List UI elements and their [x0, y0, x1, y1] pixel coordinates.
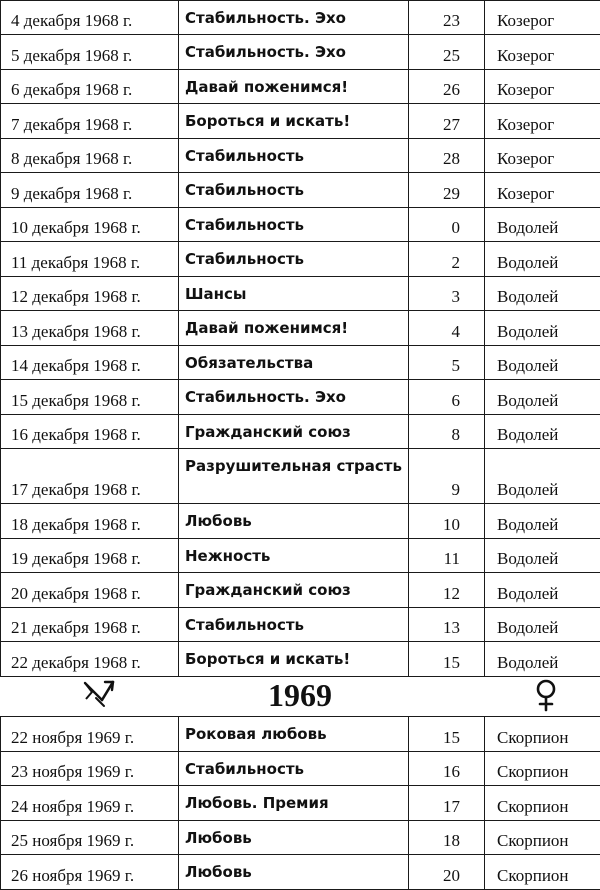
label-cell: Любовь	[179, 820, 409, 855]
sign-cell: Водолей	[485, 414, 600, 449]
date-cell: 23 ноября 1969 г.	[1, 751, 179, 786]
sign-cell: Козерог	[485, 104, 600, 139]
sign-cell: Водолей	[485, 607, 600, 642]
table-row	[1, 69, 600, 104]
date-cell: 11 декабря 1968 г.	[1, 242, 179, 277]
sign-cell: Водолей	[485, 345, 600, 380]
table-row	[1, 1, 600, 35]
label-cell: Стабильность	[179, 138, 409, 173]
date-cell: 18 декабря 1968 г.	[1, 504, 179, 539]
number-cell: 2	[409, 242, 485, 277]
sign-cell: Скорпион	[485, 786, 600, 821]
label-cell: Стабильность	[179, 751, 409, 786]
table-row	[1, 173, 600, 208]
table-row	[1, 311, 600, 346]
label-cell: Обязательства	[179, 345, 409, 380]
table-row	[1, 380, 600, 415]
table-row	[1, 717, 600, 752]
number-cell: 3	[409, 276, 485, 311]
label-cell: Бороться и искать!	[179, 104, 409, 139]
number-cell: 15	[409, 717, 485, 752]
date-cell: 16 декабря 1968 г.	[1, 414, 179, 449]
sign-cell: Козерог	[485, 69, 600, 104]
label-cell: Гражданский союз	[179, 573, 409, 608]
number-cell: 26	[409, 69, 485, 104]
number-cell: 8	[409, 414, 485, 449]
number-cell: 29	[409, 173, 485, 208]
table-row	[1, 449, 600, 504]
number-cell: 0	[409, 207, 485, 242]
sign-cell: Козерог	[485, 1, 600, 35]
label-cell: Нежность	[179, 538, 409, 573]
date-cell: 13 декабря 1968 г.	[1, 311, 179, 346]
number-cell: 23	[409, 1, 485, 35]
date-cell: 19 декабря 1968 г.	[1, 538, 179, 573]
sign-cell: Водолей	[485, 504, 600, 539]
label-cell: Стабильность. Эхо	[179, 1, 409, 35]
number-cell: 13	[409, 607, 485, 642]
date-cell: 8 декабря 1968 г.	[1, 138, 179, 173]
number-cell: 12	[409, 573, 485, 608]
sign-cell: Водолей	[485, 380, 600, 415]
table-1969	[0, 716, 600, 890]
number-cell: 11	[409, 538, 485, 573]
date-cell: 9 декабря 1968 г.	[1, 173, 179, 208]
label-cell: Шансы	[179, 276, 409, 311]
venus-icon	[533, 678, 559, 712]
sign-cell: Водолей	[485, 538, 600, 573]
date-cell: 25 ноября 1969 г.	[1, 820, 179, 855]
sign-cell: Водолей	[485, 207, 600, 242]
year-header	[0, 673, 600, 717]
label-cell: Стабильность	[179, 607, 409, 642]
number-cell: 27	[409, 104, 485, 139]
date-cell: 20 декабря 1968 г.	[1, 573, 179, 608]
table-row	[1, 276, 600, 311]
label-cell: Стабильность. Эхо	[179, 35, 409, 70]
label-cell: Давай поженимся!	[179, 311, 409, 346]
table-row	[1, 504, 600, 539]
table-row	[1, 751, 600, 786]
sign-cell: Водолей	[485, 642, 600, 677]
label-cell: Гражданский союз	[179, 414, 409, 449]
table-row	[1, 855, 600, 890]
table-row	[1, 414, 600, 449]
date-cell: 4 декабря 1968 г.	[1, 1, 179, 35]
table-row	[1, 207, 600, 242]
table-row	[1, 538, 600, 573]
date-cell: 5 декабря 1968 г.	[1, 35, 179, 70]
number-cell: 20	[409, 855, 485, 890]
label-cell: Давай поженимся!	[179, 69, 409, 104]
date-cell: 26 ноября 1969 г.	[1, 855, 179, 890]
number-cell: 17	[409, 786, 485, 821]
date-cell: 7 декабря 1968 г.	[1, 104, 179, 139]
sign-cell: Скорпион	[485, 855, 600, 890]
date-cell: 21 декабря 1968 г.	[1, 607, 179, 642]
sign-cell: Скорпион	[485, 751, 600, 786]
label-cell: Любовь	[179, 855, 409, 890]
table-row	[1, 573, 600, 608]
date-cell: 22 ноября 1969 г.	[1, 717, 179, 752]
sign-cell: Водолей	[485, 242, 600, 277]
date-cell: 22 декабря 1968 г.	[1, 642, 179, 677]
sign-cell: Козерог	[485, 173, 600, 208]
date-cell: 14 декабря 1968 г.	[1, 345, 179, 380]
table-row	[1, 345, 600, 380]
date-cell: 10 декабря 1968 г.	[1, 207, 179, 242]
table-row	[1, 820, 600, 855]
label-cell: Разрушительная страсть	[179, 449, 409, 504]
sign-cell: Водолей	[485, 449, 600, 504]
number-cell: 25	[409, 35, 485, 70]
date-cell: 15 декабря 1968 г.	[1, 380, 179, 415]
sign-cell: Водолей	[485, 276, 600, 311]
date-cell: 6 декабря 1968 г.	[1, 69, 179, 104]
sign-cell: Козерог	[485, 138, 600, 173]
table-row	[1, 242, 600, 277]
table-row	[1, 35, 600, 70]
table-row	[1, 607, 600, 642]
label-cell: Стабильность	[179, 242, 409, 277]
number-cell: 4	[409, 311, 485, 346]
table-row	[1, 138, 600, 173]
sign-cell: Водолей	[485, 311, 600, 346]
number-cell: 6	[409, 380, 485, 415]
sign-cell: Скорпион	[485, 820, 600, 855]
table-row	[1, 104, 600, 139]
sign-cell: Скорпион	[485, 717, 600, 752]
sign-cell: Водолей	[485, 573, 600, 608]
table-row	[1, 786, 600, 821]
date-cell: 17 декабря 1968 г.	[1, 449, 179, 504]
number-cell: 16	[409, 751, 485, 786]
label-cell: Любовь. Премия	[179, 786, 409, 821]
date-cell: 24 ноября 1969 г.	[1, 786, 179, 821]
sign-cell: Козерог	[485, 35, 600, 70]
number-cell: 10	[409, 504, 485, 539]
year-title: 1969	[0, 675, 600, 715]
number-cell: 18	[409, 820, 485, 855]
label-cell: Любовь	[179, 504, 409, 539]
table-row	[1, 642, 600, 677]
date-cell: 12 декабря 1968 г.	[1, 276, 179, 311]
label-cell: Роковая любовь	[179, 717, 409, 752]
number-cell: 9	[409, 449, 485, 504]
number-cell: 15	[409, 642, 485, 677]
label-cell: Стабильность	[179, 173, 409, 208]
label-cell: Стабильность. Эхо	[179, 380, 409, 415]
number-cell: 5	[409, 345, 485, 380]
label-cell: Стабильность	[179, 207, 409, 242]
label-cell: Бороться и искать!	[179, 642, 409, 677]
number-cell: 28	[409, 138, 485, 173]
